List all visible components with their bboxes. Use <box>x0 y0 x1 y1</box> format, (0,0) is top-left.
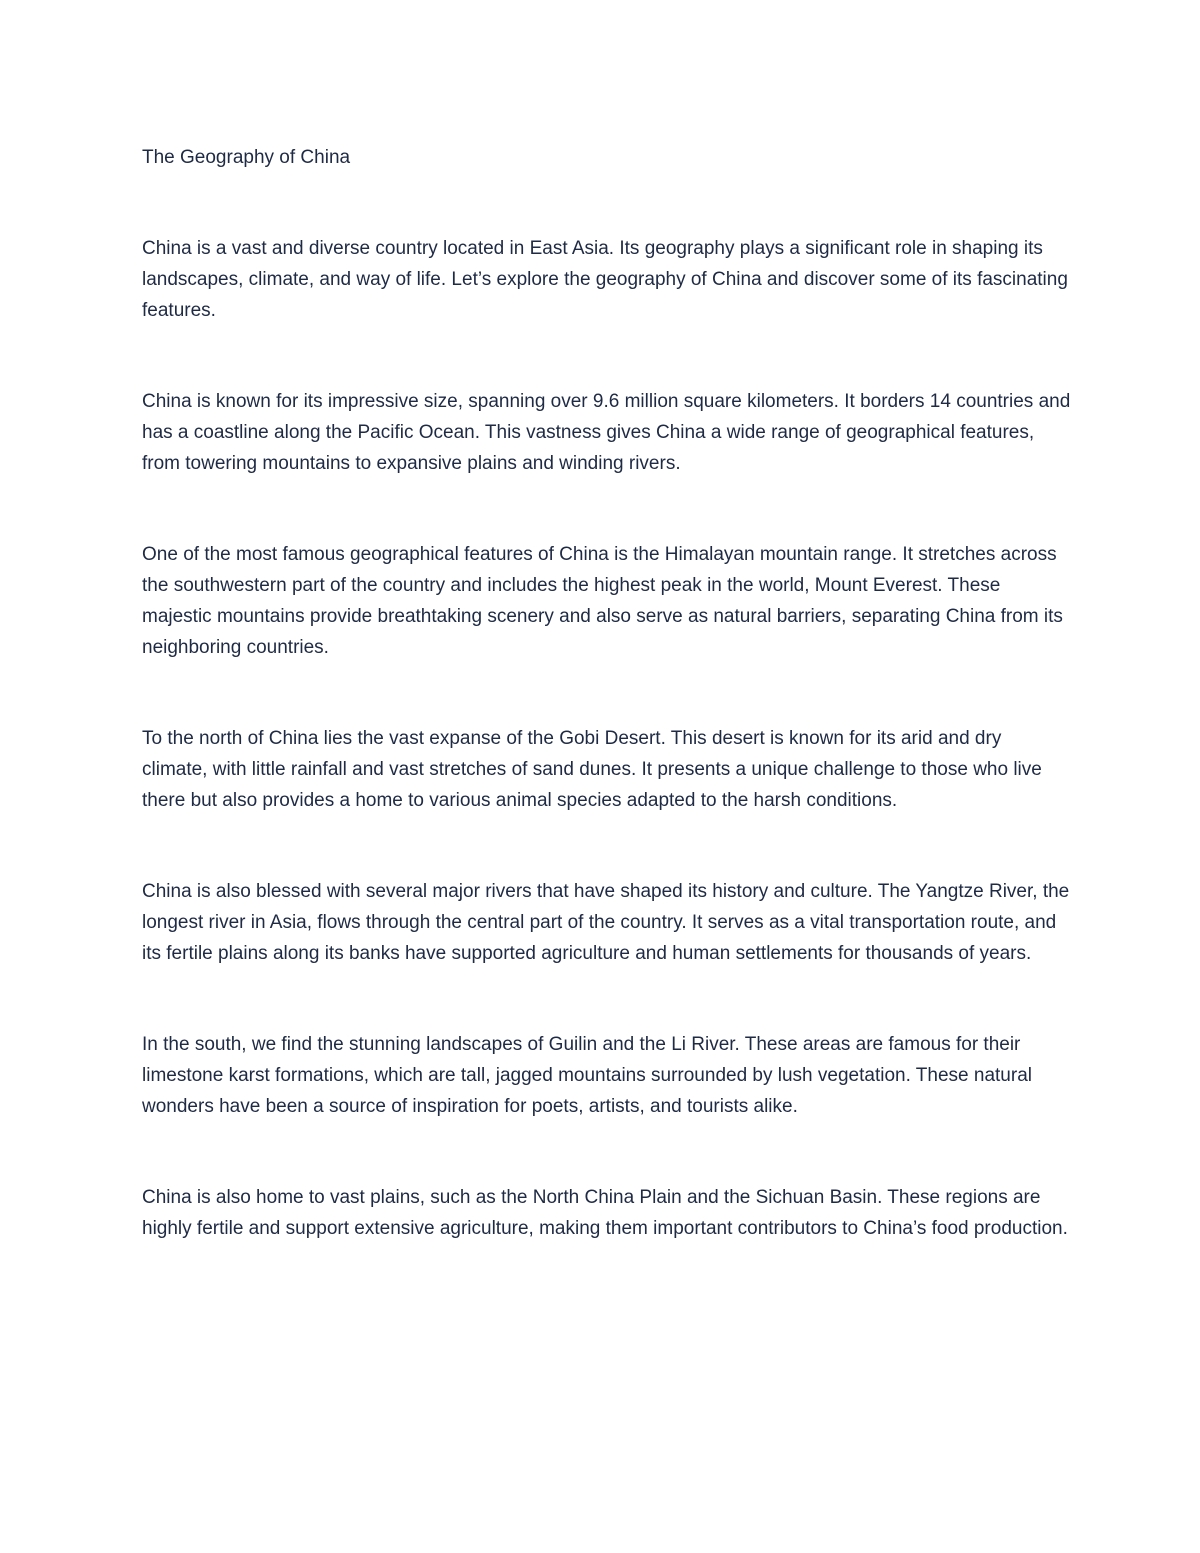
paragraph-rivers: China is also blessed with several major rivers that have shaped its history and culture. The Yangtze River, the longest river in Asia, flows through the central part of the country. It serves as a vital transportation route, and its fertile plains along its banks have supported agriculture and human settlements for thousands of years. <box>142 881 1070 964</box>
paragraph-himalayas: One of the most famous geographical features of China is the Himalayan mountain range. It stretches across the southwestern part of the country and includes the highest peak in the world, Mount Everest. These majestic mountains provide breathtaking scenery and also serve as natural barriers, separating China from its neighboring countries. <box>142 544 1063 658</box>
paragraph-intro: China is a vast and diverse country located in East Asia. Its geography plays a significant role in shaping its landscapes, climate, and way of life. Let’s explore the geography of China and discover some of its fascinating features. <box>142 238 1068 321</box>
paragraph-plains: China is also home to vast plains, such as the North China Plain and the Sichuan Basin. These regions are highly fertile and support extensive agriculture, making them important contributors to China’s food production. <box>142 1187 1068 1239</box>
paragraph-gobi-desert: To the north of China lies the vast expanse of the Gobi Desert. This desert is known for its arid and dry climate, with little rainfall and vast stretches of sand dunes. It presents a unique challenge to those who live there but also provides a home to various animal species adapted to the harsh conditions. <box>142 728 1042 811</box>
paragraph-size: China is known for its impressive size, spanning over 9.6 million square kilometers. It borders 14 countries and has a coastline along the Pacific Ocean. This vastness gives China a wide range of geographical features, from towering mountains to expansive plains and winding rivers. <box>142 391 1071 474</box>
paragraph-guilin: In the south, we find the stunning landscapes of Guilin and the Li River. These areas are famous for their limestone karst formations, which are tall, jagged mountains surrounded by lush vegetation. These natural wonders have been a source of inspiration for poets, artists, and tourists alike. <box>142 1034 1032 1117</box>
document-title: The Geography of China <box>142 147 351 168</box>
document-body <box>142 142 1072 1304</box>
